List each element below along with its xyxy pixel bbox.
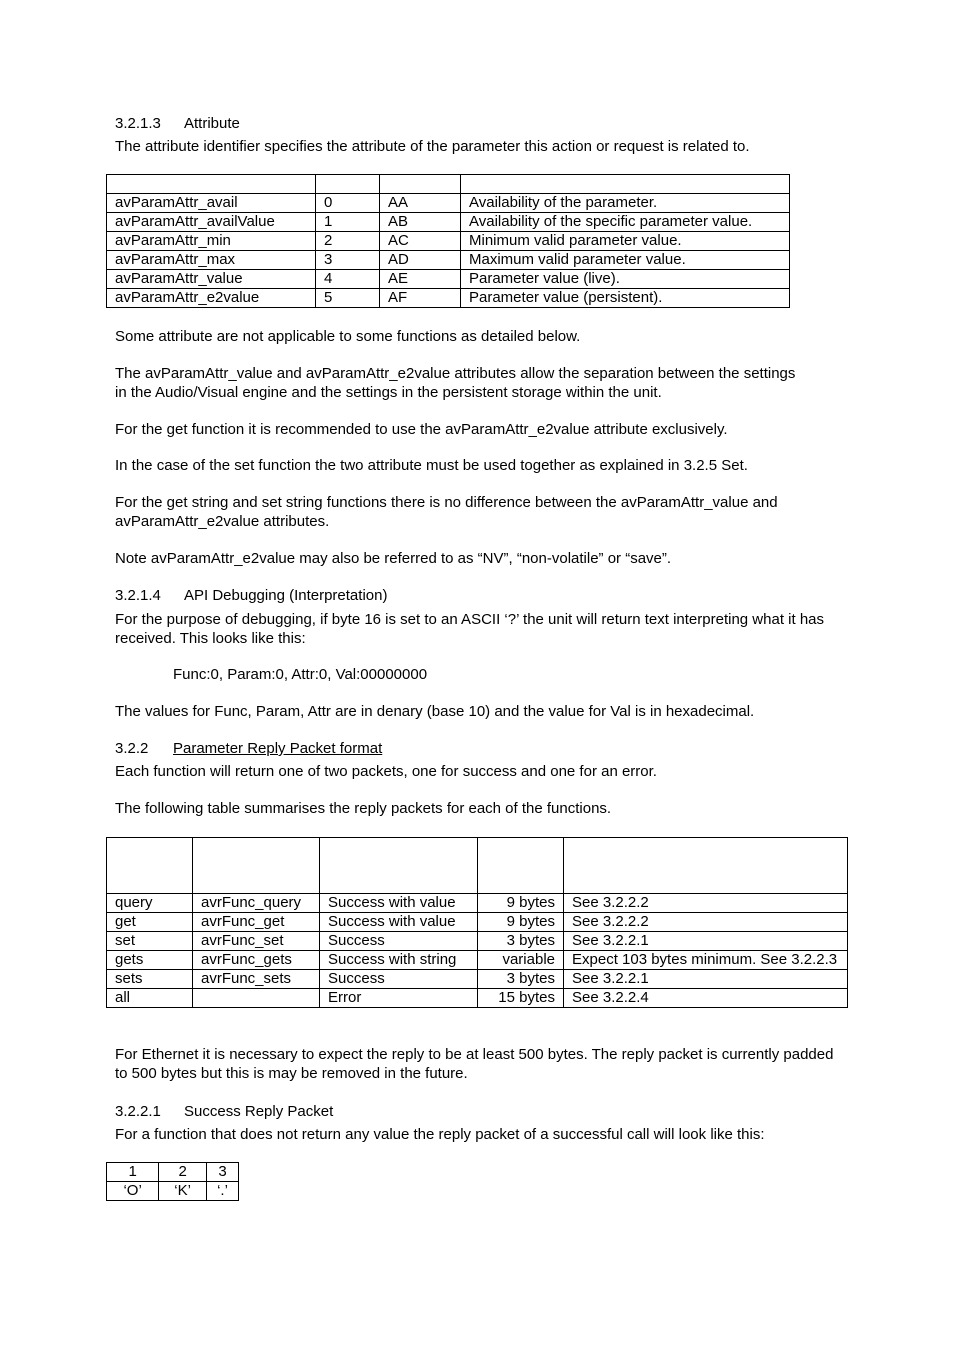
attribute-code-cell: AE xyxy=(380,270,461,289)
table-row xyxy=(107,989,848,1008)
header-cell xyxy=(564,838,848,894)
attribute-index-cell: 2 xyxy=(316,232,380,251)
reply-size-cell: 9 bytes xyxy=(478,894,564,913)
table-row xyxy=(107,232,790,251)
table-row xyxy=(107,251,790,270)
attribute-code-cell: AD xyxy=(380,251,461,270)
section-number: 3.2.1.4 xyxy=(115,587,161,604)
section-title: Attribute xyxy=(184,115,240,132)
function-cell: gets xyxy=(107,951,193,970)
attribute-code-cell: AB xyxy=(380,213,461,232)
function-id-cell: avrFunc_get xyxy=(193,913,320,932)
reply-size-cell: 15 bytes xyxy=(478,989,564,1008)
byte-index-cell: 3 xyxy=(206,1163,238,1182)
function-cell: query xyxy=(107,894,193,913)
reply-size-cell: variable xyxy=(478,951,564,970)
function-cell: all xyxy=(107,989,193,1008)
table-row xyxy=(107,289,790,308)
attribute-description-cell: Parameter value (live). xyxy=(461,270,790,289)
function-id-cell xyxy=(193,989,320,1008)
attribute-index-cell: 4 xyxy=(316,270,380,289)
attribute-name-cell: avParamAttr_min xyxy=(107,232,316,251)
reply-table-body xyxy=(107,838,848,1008)
get-function-paragraph: For the get function it is recommended to use the avParamAttr_e2value attribute exclusively. xyxy=(115,421,728,438)
table-row xyxy=(107,213,790,232)
byte-value-cell: ‘O’ xyxy=(107,1182,159,1201)
table-row xyxy=(107,951,848,970)
section-number: 3.2.1.3 xyxy=(115,115,161,132)
table-row xyxy=(107,194,790,213)
ethernet-paragraph: For Ethernet it is necessary to expect the reply to be at least 500 bytes. The reply packet is currently padded to 500 bytes but this is may be removed in the future. xyxy=(115,1046,834,1082)
attribute-code-cell: AA xyxy=(380,194,461,213)
attribute-description-cell: Parameter value (persistent). xyxy=(461,289,790,308)
reply-type-cell: Success xyxy=(320,932,478,951)
function-id-cell: avrFunc_set xyxy=(193,932,320,951)
success-intro-paragraph: For a function that does not return any value the reply packet of a successful call will look like this: xyxy=(115,1126,765,1143)
debug-example-text: Func:0, Param:0, Attr:0, Val:00000000 xyxy=(173,666,428,683)
reply-type-cell: Success xyxy=(320,970,478,989)
packet-byte-value-row xyxy=(107,1182,239,1201)
reply-type-cell: Success with value xyxy=(320,894,478,913)
attribute-name-cell: avParamAttr_max xyxy=(107,251,316,270)
section-heading-3-2-1-3 xyxy=(115,114,240,133)
attribute-index-cell: 5 xyxy=(316,289,380,308)
reply-type-cell: Error xyxy=(320,989,478,1008)
attribute-description-cell: Availability of the specific parameter value. xyxy=(461,213,790,232)
function-id-cell: avrFunc_sets xyxy=(193,970,320,989)
byte-value-cell: ‘K’ xyxy=(159,1182,207,1201)
separation-paragraph: The avParamAttr_value and avParamAttr_e2value attributes allow the separation between the settings in the Audio/Visual engine and the settings in the persistent storage within the unit. xyxy=(115,365,796,401)
header-cell xyxy=(320,838,478,894)
section-heading-3-2-2 xyxy=(115,739,382,758)
header-cell xyxy=(316,175,380,194)
string-functions-paragraph: For the get string and set string functions there is no difference between the avParamAttr_value and avParamAttr_e2value attributes. xyxy=(115,494,778,530)
following-table-paragraph: The following table summarises the reply packets for each of the functions. xyxy=(115,800,612,817)
header-cell xyxy=(380,175,461,194)
reply-notes-cell: See 3.2.2.4 xyxy=(564,989,848,1008)
debugging-paragraph: For the purpose of debugging, if byte 16 is set to an ASCII ‘?’ the unit will return text interpreting what it has received. This looks like this: xyxy=(115,611,825,647)
section-title: Success Reply Packet xyxy=(184,1103,334,1120)
table-row xyxy=(107,894,848,913)
attribute-description-cell: Maximum valid parameter value. xyxy=(461,251,790,270)
byte-index-cell: 2 xyxy=(159,1163,207,1182)
attribute-intro-paragraph: The attribute identifier specifies the attribute of the parameter this action or request is related to. xyxy=(115,138,750,155)
attribute-table xyxy=(106,174,790,308)
header-cell xyxy=(461,175,790,194)
table-row xyxy=(107,913,848,932)
header-cell xyxy=(107,175,316,194)
function-cell: get xyxy=(107,913,193,932)
success-packet-table-body xyxy=(107,1163,239,1201)
attribute-table-body xyxy=(107,175,790,308)
attribute-index-cell: 3 xyxy=(316,251,380,270)
table-row xyxy=(107,270,790,289)
attribute-name-cell: avParamAttr_value xyxy=(107,270,316,289)
table-row xyxy=(107,932,848,951)
reply-notes-cell: Expect 103 bytes minimum. See 3.2.2.3 xyxy=(564,951,848,970)
values-paragraph: The values for Func, Param, Attr are in denary (base 10) and the value for Val is in hexadecimal. xyxy=(115,703,755,720)
reply-notes-cell: See 3.2.2.2 xyxy=(564,894,848,913)
table-row xyxy=(107,970,848,989)
section-number: 3.2.2.1 xyxy=(115,1103,161,1120)
section-heading-3-2-1-4 xyxy=(115,586,387,605)
reply-type-cell: Success with value xyxy=(320,913,478,932)
reply-notes-cell: See 3.2.2.1 xyxy=(564,932,848,951)
byte-index-cell: 1 xyxy=(107,1163,159,1182)
section-heading-3-2-2-1 xyxy=(115,1102,333,1121)
success-packet-table xyxy=(106,1162,239,1201)
section-number: 3.2.2 xyxy=(115,740,149,757)
applicability-paragraph: Some attribute are not applicable to some functions as detailed below. xyxy=(115,328,581,345)
attribute-name-cell: avParamAttr_avail xyxy=(107,194,316,213)
note-paragraph: Note avParamAttr_e2value may also be referred to as “NV”, “non-volatile” or “save”. xyxy=(115,550,672,567)
attribute-description-cell: Minimum valid parameter value. xyxy=(461,232,790,251)
header-cell xyxy=(478,838,564,894)
section-title: Parameter Reply Packet format xyxy=(173,740,383,757)
reply-type-cell: Success with string xyxy=(320,951,478,970)
reply-size-cell: 3 bytes xyxy=(478,932,564,951)
reply-notes-cell: See 3.2.2.2 xyxy=(564,913,848,932)
table-header-row xyxy=(107,838,848,894)
each-function-paragraph: Each function will return one of two packets, one for success and one for an error. xyxy=(115,763,657,780)
reply-size-cell: 3 bytes xyxy=(478,970,564,989)
table-header-row xyxy=(107,175,790,194)
byte-value-cell: ‘.’ xyxy=(206,1182,238,1201)
header-cell xyxy=(193,838,320,894)
function-cell: set xyxy=(107,932,193,951)
section-title: API Debugging (Interpretation) xyxy=(184,587,388,604)
function-id-cell: avrFunc_gets xyxy=(193,951,320,970)
function-id-cell: avrFunc_query xyxy=(193,894,320,913)
attribute-name-cell: avParamAttr_e2value xyxy=(107,289,316,308)
attribute-code-cell: AC xyxy=(380,232,461,251)
attribute-description-cell: Availability of the parameter. xyxy=(461,194,790,213)
reply-packet-table xyxy=(106,837,848,1008)
attribute-code-cell: AF xyxy=(380,289,461,308)
function-cell: sets xyxy=(107,970,193,989)
attribute-name-cell: avParamAttr_availValue xyxy=(107,213,316,232)
header-cell xyxy=(107,838,193,894)
attribute-index-cell: 1 xyxy=(316,213,380,232)
set-function-paragraph: In the case of the set function the two attribute must be used together as explained in 3.2.5 Set. xyxy=(115,457,748,474)
packet-byte-index-row xyxy=(107,1163,239,1182)
reply-notes-cell: See 3.2.2.1 xyxy=(564,970,848,989)
attribute-index-cell: 0 xyxy=(316,194,380,213)
reply-size-cell: 9 bytes xyxy=(478,913,564,932)
